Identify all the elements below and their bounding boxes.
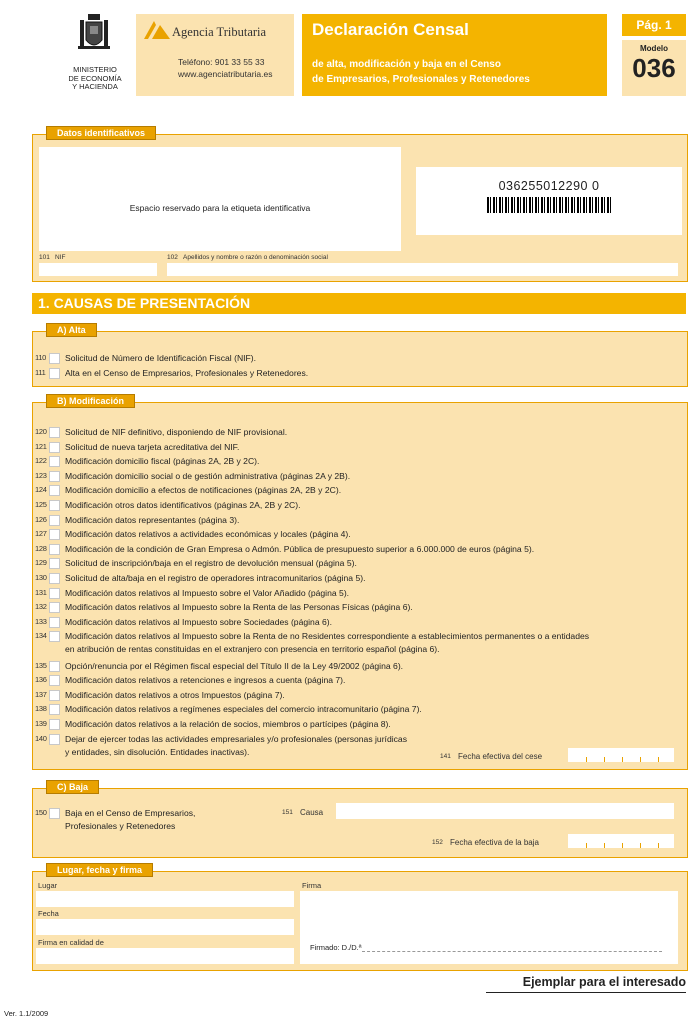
item-code: 136 <box>35 675 47 685</box>
page-number: Pág. 1 <box>636 18 672 32</box>
checkbox-138[interactable] <box>49 704 60 715</box>
checkbox-132[interactable] <box>49 602 60 613</box>
causa-code: 151 <box>282 809 293 816</box>
item-code: 127 <box>35 529 47 539</box>
checkbox-111[interactable] <box>49 368 60 379</box>
baja-item-code: 150 <box>35 808 47 817</box>
checkbox-134[interactable] <box>49 631 60 642</box>
agency-phone: Teléfono: 901 33 55 33 <box>178 57 265 67</box>
checkbox-122[interactable] <box>49 456 60 467</box>
datos-identificativos-section <box>32 134 688 282</box>
name-code: 102 <box>167 254 178 261</box>
agency-box <box>136 14 294 96</box>
item-code: 128 <box>35 543 47 553</box>
item-text: Solicitud de inscripción/baja en el registro de devolución mensual (página 5). <box>65 558 357 569</box>
calidad-label: Firma en calidad de <box>38 938 104 947</box>
checkbox-120[interactable] <box>49 427 60 438</box>
label-area-text: Espacio reservado para la etiqueta identificativa <box>129 203 311 213</box>
item-code: 130 <box>35 573 47 582</box>
nif-label: NIF <box>55 254 66 261</box>
item-text: Opción/renuncia por el Régimen fiscal especial del Título II de la Ley 49/2002 (página 6). <box>65 660 404 671</box>
cese-code: 141 <box>440 753 451 760</box>
cese-date-field[interactable] <box>568 748 674 762</box>
item-text: Modificación datos relativos al Impuesto sobre Sociedades (página 6). <box>65 616 333 627</box>
causa-field[interactable] <box>336 803 674 819</box>
checkbox-133[interactable] <box>49 617 60 628</box>
checkbox-123[interactable] <box>49 471 60 482</box>
item-text: Modificación datos relativos a actividades económicas y locales (página 4). <box>65 529 351 540</box>
item-text: Modificación datos relativos a regímenes especiales del comercio intracomunitario (página 7). <box>65 704 422 715</box>
item-code: 135 <box>35 660 47 670</box>
checkbox-110[interactable] <box>49 353 60 364</box>
fecha-field[interactable] <box>36 919 294 935</box>
firmado-line <box>362 951 662 952</box>
item-code: 110 <box>35 353 47 362</box>
barcode-icon <box>487 197 613 213</box>
checkbox-130[interactable] <box>49 573 60 584</box>
checkbox-125[interactable] <box>49 500 60 511</box>
barcode-area <box>416 167 682 235</box>
checkbox-137[interactable] <box>49 690 60 701</box>
item-text: Solicitud de Número de Identificación Fiscal (NIF). <box>65 353 257 363</box>
item-code: 132 <box>35 602 47 612</box>
model-box <box>622 40 686 96</box>
item-code: 131 <box>35 587 47 597</box>
checkbox-126[interactable] <box>49 515 60 526</box>
alta-tab: A) Alta <box>46 323 97 337</box>
checkbox-127[interactable] <box>49 529 60 540</box>
name-field[interactable] <box>167 263 678 276</box>
item-code: 122 <box>35 456 47 466</box>
item-text: Modificación datos relativos a otros Impuestos (página 7). <box>65 689 285 700</box>
barcode-number: 036255012290 0 <box>498 179 600 193</box>
item-text: Modificación domicilio social o de gestión administrativa (páginas 2A y 2B). <box>65 470 351 481</box>
item-code: 139 <box>35 718 47 728</box>
item-text: Solicitud de alta/baja en el registro de operadores intracomunitarios (página 5). <box>65 573 366 583</box>
name-label: Apellidos y nombre o razón o denominación social <box>183 254 328 261</box>
modificacion-tab: B) Modificación <box>46 394 135 408</box>
fecha-baja-label: Fecha efectiva de la baja <box>450 838 539 847</box>
agency-name: Agencia Tributaria <box>172 25 267 39</box>
ministry-name: MINISTERIO DE ECONOMÍA Y HACIENDA <box>68 65 122 91</box>
checkbox-131[interactable] <box>49 588 60 599</box>
item-text: Modificación datos representantes (página 3). <box>65 514 240 525</box>
agency-website: www.agenciatributaria.es <box>178 69 273 79</box>
item-text: Modificación domicilio a efectos de notificaciones (páginas 2A, 2B y 2C). <box>65 485 342 496</box>
item-text: Modificación otros datos identificativos (páginas 2A, 2B y 2C). <box>65 500 301 510</box>
page-badge <box>622 14 686 36</box>
checkbox-124[interactable] <box>49 485 60 496</box>
item-code: 134 <box>35 631 47 641</box>
checkbox-128[interactable] <box>49 544 60 555</box>
firma-field[interactable] <box>300 891 678 964</box>
causa-label: Causa <box>300 808 324 817</box>
item-text: Modificación datos relativos al Impuesto sobre el Valor Añadido (página 5). <box>65 587 350 598</box>
nif-field[interactable] <box>39 263 157 276</box>
item-code: 140 <box>35 733 47 743</box>
label-reserved-area <box>39 147 401 251</box>
checkbox-139[interactable] <box>49 719 60 730</box>
item-text: Modificación datos relativos al Impuesto sobre la Renta de no Residentes correspondiente a establecimientos permanentes o a entidades <box>65 631 590 642</box>
version-label: Ver. 1.1/2009 <box>4 1009 49 1018</box>
checkbox-135[interactable] <box>49 661 60 672</box>
item-code: 120 <box>35 427 47 436</box>
checkbox-129[interactable] <box>49 558 60 569</box>
item-text: Solicitud de NIF definitivo, disponiendo de NIF provisional. <box>65 427 288 437</box>
firmado-label: Firmado: D./D.ª <box>310 943 362 952</box>
item-text: Dejar de ejercer todas las actividades empresariales y/o profesionales (personas jurídicas <box>65 733 408 744</box>
firma-tab: Lugar, fecha y firma <box>46 863 153 877</box>
item-code: 126 <box>35 514 47 524</box>
firma-label: Firma <box>302 881 322 890</box>
nif-code: 101 <box>39 254 50 261</box>
causas-heading: 1. CAUSAS DE PRESENTACIÓN <box>38 295 251 311</box>
item-text: Modificación de la condición de Gran Empresa o Admón. Pública de presupuesto superior a 6.000.000 de euros (página 5). <box>65 543 535 554</box>
item-text: Modificación datos relativos a la relación de socios, miembros o partícipes (página 8). <box>65 718 391 729</box>
datos-tab: Datos identificativos <box>46 126 156 140</box>
baja-item-text-2: Profesionales y Retenedores <box>65 821 176 831</box>
checkbox-136[interactable] <box>49 675 60 686</box>
model-number: 036 <box>632 53 676 83</box>
model-label: Modelo <box>640 44 668 53</box>
baja-tab: C) Baja <box>46 780 99 794</box>
item-code: 129 <box>35 558 47 568</box>
item-code: 121 <box>35 441 47 451</box>
item-code: 125 <box>35 500 47 509</box>
lugar-label: Lugar <box>38 881 58 890</box>
ministry-logo <box>60 12 130 102</box>
item-text: Modificación datos relativos al Impuesto sobre la Renta de las Personas Físicas (página 6). <box>65 602 413 613</box>
item-text-continued: en atribución de rentas constituidas en el extranjero con presencia en territorio español (página 6). <box>65 644 440 655</box>
ejemplar-underline <box>486 992 686 993</box>
fecha-baja-field[interactable] <box>568 834 674 848</box>
causas-heading-bar <box>32 293 686 314</box>
fecha-label: Fecha <box>38 909 59 918</box>
agency-logo-icon <box>142 19 172 41</box>
item-text-continued: y entidades, sin disolución. Entidades inactivas). <box>65 746 250 757</box>
item-code: 123 <box>35 470 47 480</box>
item-code: 137 <box>35 689 47 699</box>
form-subtitle-1: de alta, modificación y baja en el Censo <box>312 59 501 70</box>
coat-of-arms-icon <box>76 12 112 54</box>
checkbox-140[interactable] <box>49 734 60 745</box>
item-text: Solicitud de nueva tarjeta acreditativa del NIF. <box>65 441 240 452</box>
baja-item-text-1: Baja en el Censo de Empresarios, <box>65 808 196 818</box>
lugar-field[interactable] <box>36 891 294 907</box>
item-code: 124 <box>35 485 47 495</box>
form-subtitle-2: de Empresarios, Profesionales y Retenedores <box>312 74 530 85</box>
item-text: Modificación datos relativos a retenciones e ingresos a cuenta (página 7). <box>65 675 346 686</box>
item-code: 138 <box>35 704 47 714</box>
title-banner <box>302 14 607 96</box>
item-text: Modificación domicilio fiscal (páginas 2A, 2B y 2C). <box>65 456 260 467</box>
baja-checkbox[interactable] <box>49 808 60 819</box>
item-code: 133 <box>35 616 47 626</box>
cese-label: Fecha efectiva del cese <box>458 752 543 761</box>
ejemplar-label: Ejemplar para el interesado <box>522 975 686 989</box>
checkbox-121[interactable] <box>49 442 60 453</box>
calidad-field[interactable] <box>36 948 294 964</box>
fecha-baja-code: 152 <box>432 839 443 846</box>
form-title: Declaración Censal <box>312 20 469 39</box>
item-text: Alta en el Censo de Empresarios, Profesionales y Retenedores. <box>65 367 309 378</box>
item-code: 111 <box>35 367 46 377</box>
